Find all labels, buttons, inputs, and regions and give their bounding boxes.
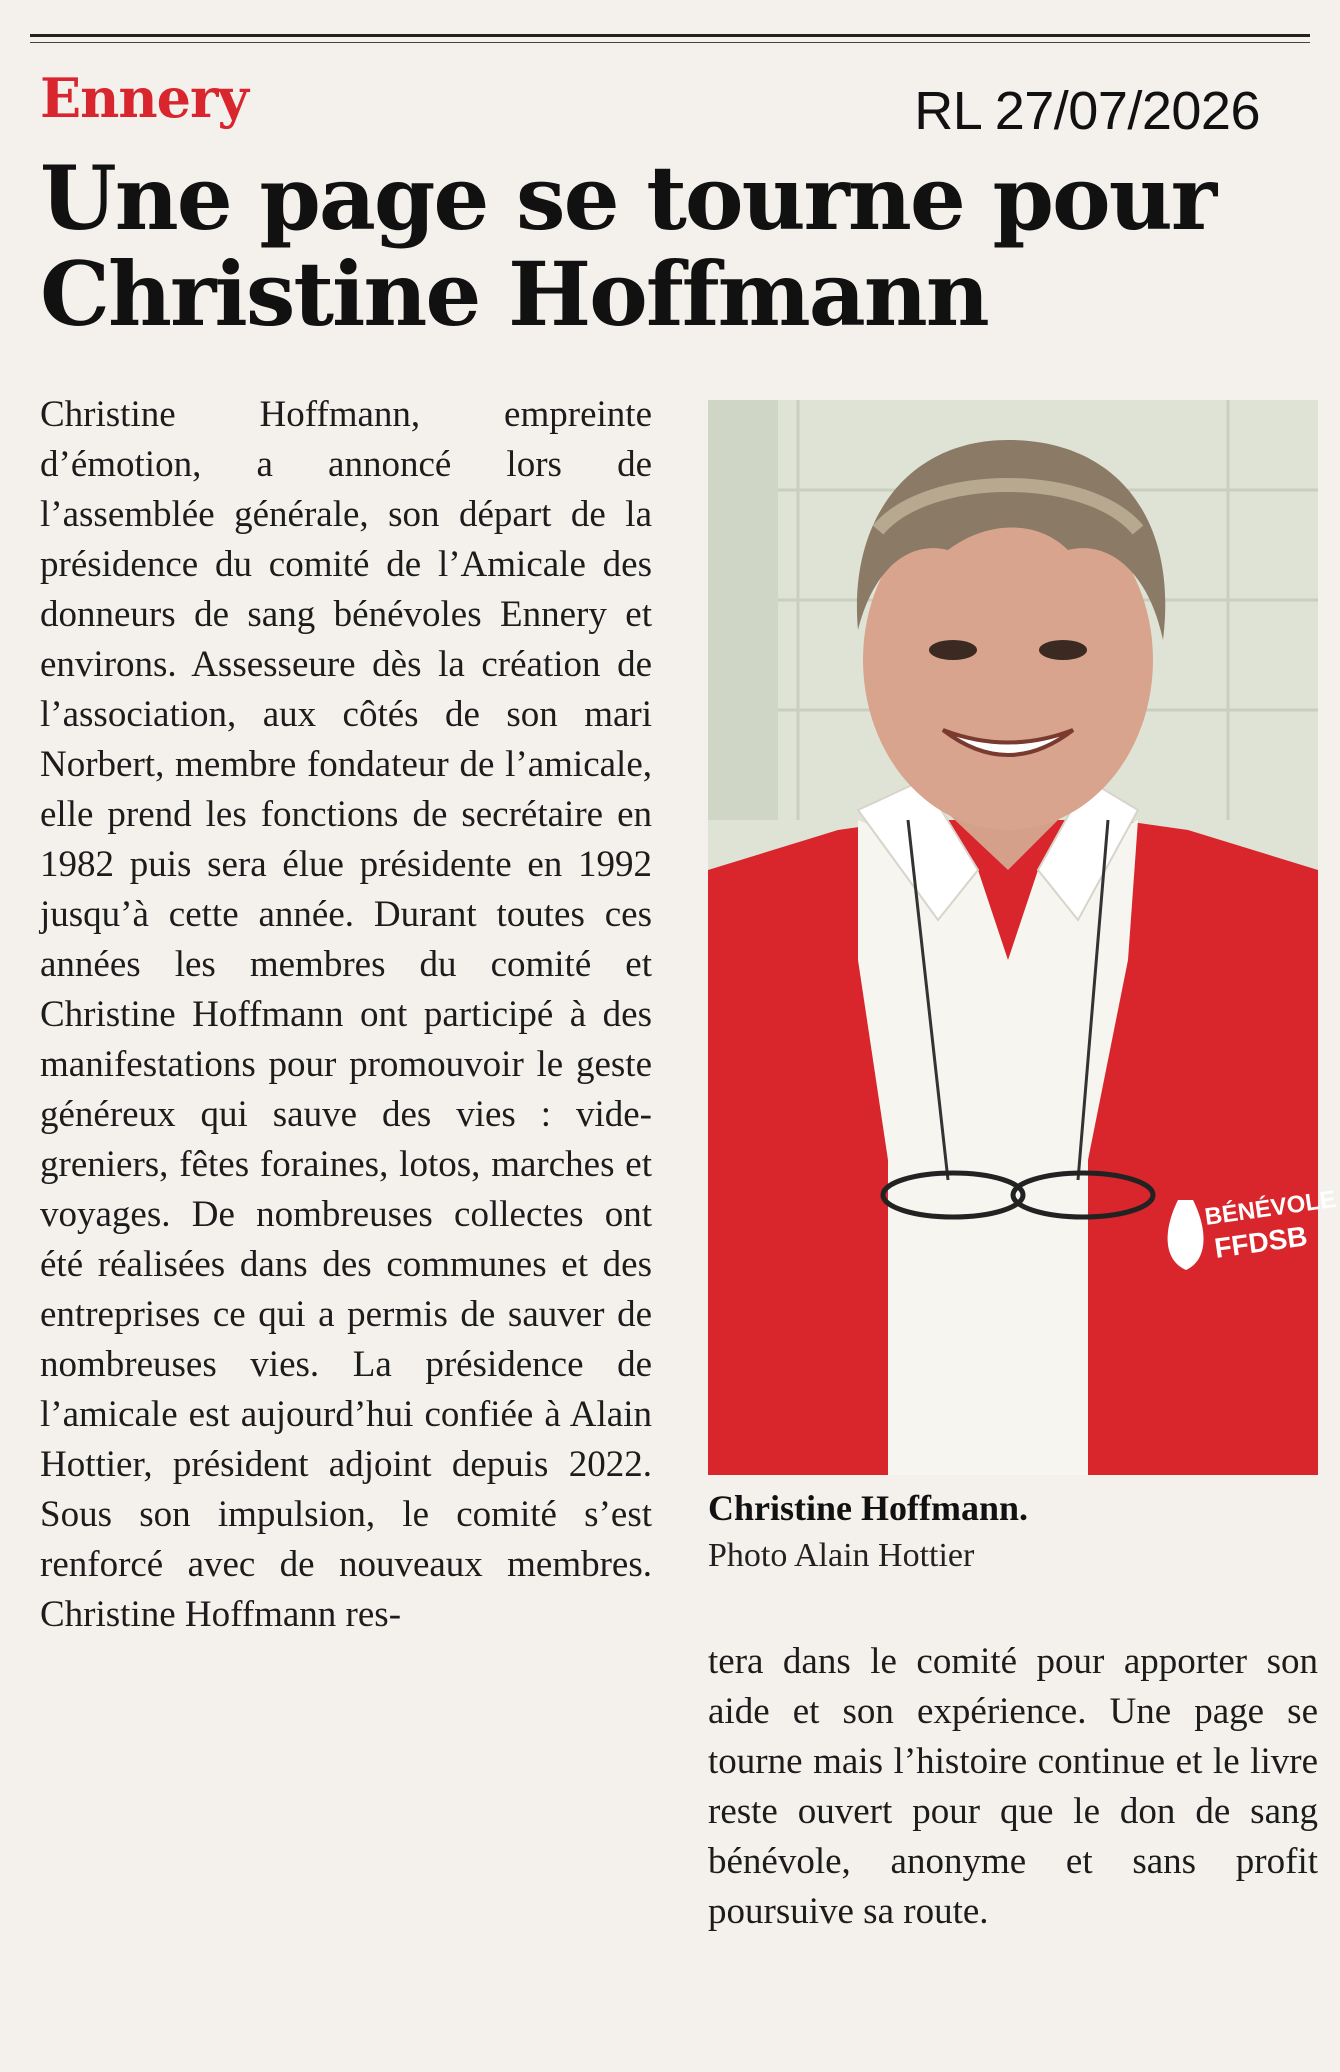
portrait-photo — [708, 400, 1338, 1475]
section-label: Ennery — [40, 66, 248, 130]
vest-logo-line1: BÉNÉVOLE — [1203, 1185, 1338, 1231]
article-body-right-column: tera dans le comité pour apporter son aide et son expérience. Une page se tourne mais l’histoire continue et le livre reste ouvert pour que le don de sang bénévole, anonyme et sans profit poursuive sa route. — [708, 1641, 1318, 1932]
portrait-illustration — [708, 400, 1338, 1475]
article-headline: Une page se tourne pour Christine Hoffmann — [40, 146, 1216, 346]
article-body-left-column: Christine Hoffmann, empreinte d’émotion, a annoncé lors de l’assemblée générale, son départ de la présidence du comité de l’Amicale des donneurs de sang bénévoles Ennery et environs. Assesseure dès la création de l’association, aux côtés de son mari Norbert, membre fondateur de l’amicale, elle prend les fonctions de secrétaire en 1982 puis sera élue présidente en 1992 jusqu’à cette année. Durant toutes ces années les membres du comité et Christine Hoffmann ont participé à des manifestations pour promouvoir le geste généreux qui sauve des vies : vide-greniers, fêtes foraines, lotos, marches et voyages. De nombreuses collectes ont été réalisées dans des communes et des entreprises ce qui a permis de sauver de nombreuses vies. La présidence de l’amicale est aujourd’hui confiée à Alain Hottier, président adjoint depuis 2022. Sous son impulsion, le comité s’est renforcé avec de nouveaux membres. Christine Hoffmann res- — [40, 394, 652, 1635]
photo-caption-title: Christine Hoffmann. — [708, 1488, 1029, 1528]
vest-logo-line2: FFDSB — [1212, 1220, 1310, 1264]
photo-caption-credit: Photo Alain Hottier — [708, 1537, 975, 1574]
dateline: RL 27/07/2026 — [914, 81, 1260, 141]
top-rule-thin — [30, 42, 1310, 43]
top-rule — [30, 34, 1310, 37]
